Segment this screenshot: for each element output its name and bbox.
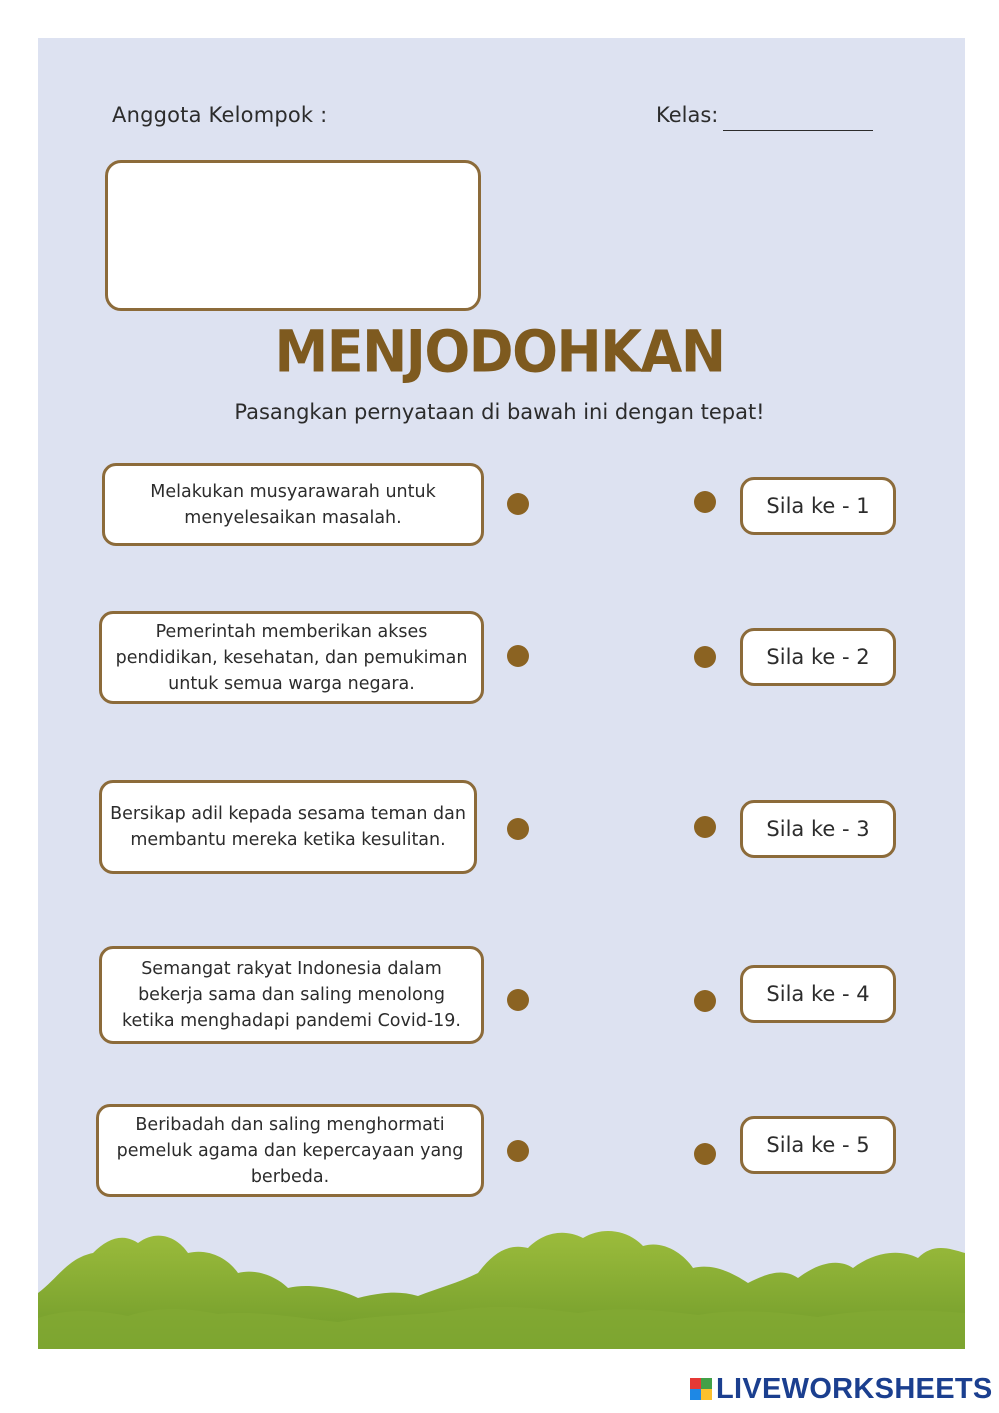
answer-4-dot[interactable] bbox=[694, 990, 716, 1012]
answer-2-dot[interactable] bbox=[694, 646, 716, 668]
group-members-box[interactable] bbox=[105, 160, 481, 311]
liveworksheets-icon bbox=[690, 1378, 712, 1400]
statement-2: Pemerintah memberikan akses pendidikan, kesehatan, dan pemukiman untuk semua warga negara. bbox=[99, 611, 484, 704]
statement-4-dot[interactable] bbox=[507, 989, 529, 1011]
statement-3-dot[interactable] bbox=[507, 818, 529, 840]
answer-sila-1: Sila ke - 1 bbox=[740, 477, 896, 535]
statement-2-dot[interactable] bbox=[507, 645, 529, 667]
answer-1-dot[interactable] bbox=[694, 491, 716, 513]
page-title: MENJODOHKAN bbox=[274, 317, 725, 386]
grass-decoration bbox=[38, 1218, 965, 1349]
answer-sila-3: Sila ke - 3 bbox=[740, 800, 896, 858]
statement-1-dot[interactable] bbox=[507, 493, 529, 515]
statement-1: Melakukan musyarawarah untuk menyelesaikan masalah. bbox=[102, 463, 484, 546]
statement-4: Semangat rakyat Indonesia dalam bekerja sama dan saling menolong ketika menghadapi pandemi Covid-19. bbox=[99, 946, 484, 1044]
answer-5-dot[interactable] bbox=[694, 1143, 716, 1165]
class-label: Kelas: bbox=[656, 103, 719, 127]
group-members-label: Anggota Kelompok : bbox=[112, 103, 328, 127]
brand-name: LIVEWORKSHEETS bbox=[716, 1372, 993, 1405]
answer-sila-2: Sila ke - 2 bbox=[740, 628, 896, 686]
answer-sila-5: Sila ke - 5 bbox=[740, 1116, 896, 1174]
statement-5-dot[interactable] bbox=[507, 1140, 529, 1162]
instruction-text: Pasangkan pernyataan di bawah ini dengan tepat! bbox=[234, 400, 765, 424]
answer-sila-4: Sila ke - 4 bbox=[740, 965, 896, 1023]
liveworksheets-logo[interactable] bbox=[690, 1372, 993, 1406]
answer-3-dot[interactable] bbox=[694, 816, 716, 838]
statement-3: Bersikap adil kepada sesama teman dan membantu mereka ketika kesulitan. bbox=[99, 780, 477, 874]
statement-5: Beribadah dan saling menghormati pemeluk agama dan kepercayaan yang berbeda. bbox=[96, 1104, 484, 1197]
class-input-line[interactable] bbox=[723, 130, 873, 131]
